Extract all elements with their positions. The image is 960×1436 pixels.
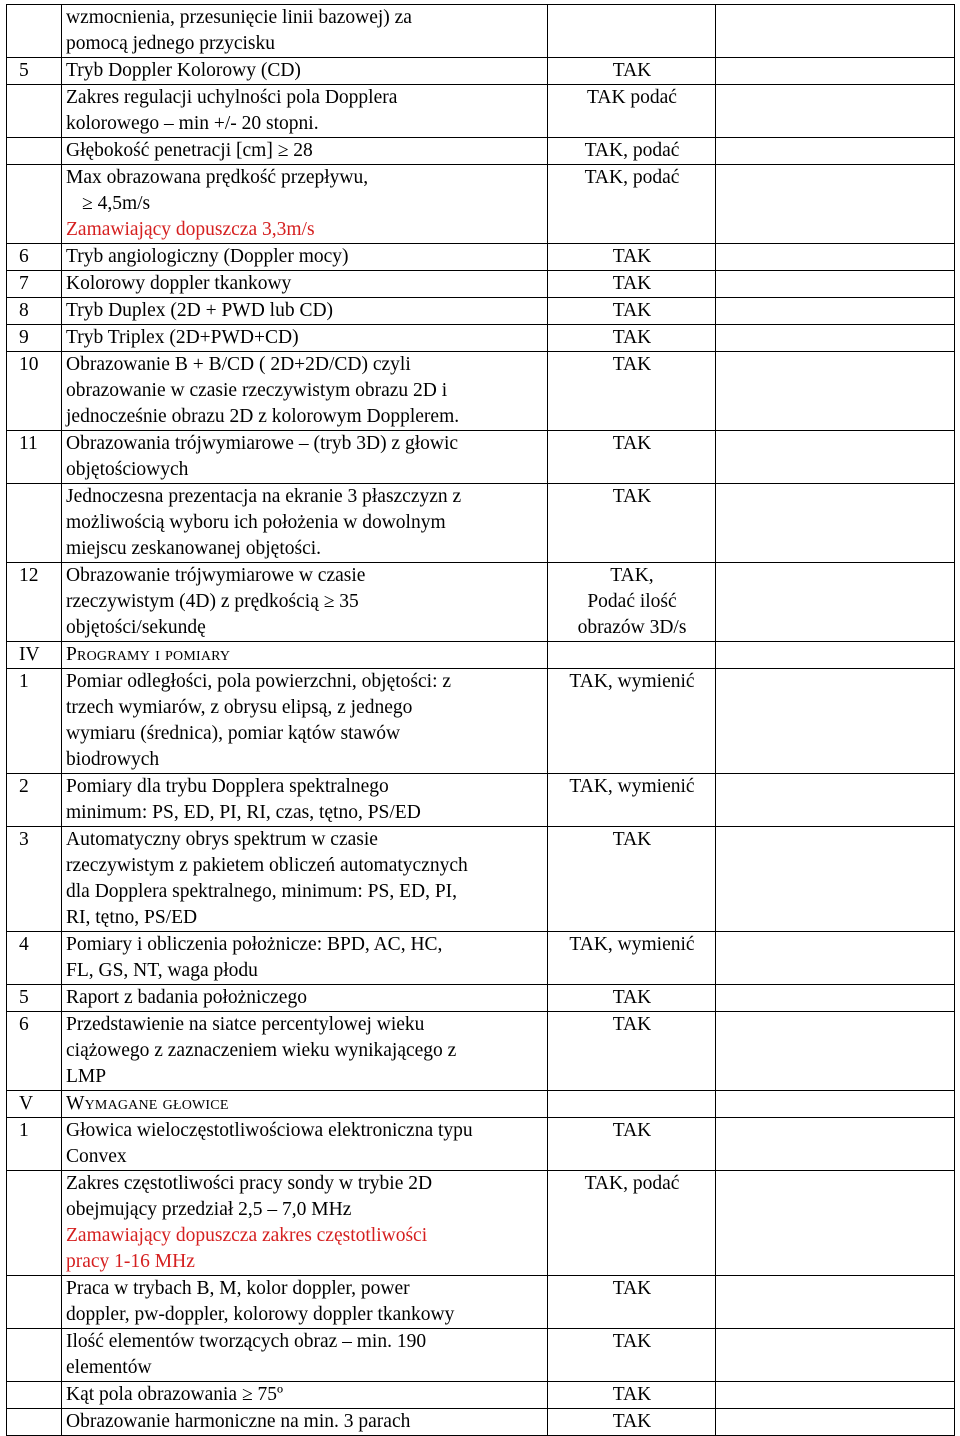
row-number: 6 (7, 1012, 62, 1091)
table-row (7, 298, 955, 325)
required-parameter (548, 932, 716, 985)
table-row (7, 58, 955, 85)
row-number: 1 (7, 669, 62, 774)
offered-parameter-cell (716, 774, 955, 827)
table-row (7, 774, 955, 827)
description-line: Tryb angiologiczny (Doppler mocy) (66, 246, 349, 267)
required-parameter (548, 1012, 716, 1091)
row-number: 5 (7, 985, 62, 1012)
offered-parameter-cell (716, 669, 955, 774)
description-line: Tryb Duplex (2D + PWD lub CD) (66, 300, 334, 321)
required-parameter (548, 5, 716, 58)
description-line: minimum: PS, ED, PI, RI, czas, tętno, PS/ED (66, 802, 421, 823)
description-line: biodrowych (66, 749, 160, 770)
section-title: Programy i pomiary (66, 644, 231, 665)
table-row (7, 1012, 955, 1091)
description-line: wzmocnienia, przesunięcie linii bazowej) za (66, 7, 412, 28)
row-description (62, 271, 548, 298)
ordering-party-note: Zamawiający dopuszcza 3,3m/s (66, 219, 315, 240)
description-line: możliwością wyboru ich położenia w dowolnym (66, 512, 446, 533)
description-line: Kolorowy doppler tkankowy (66, 273, 292, 294)
description-line: doppler, pw-doppler, kolorowy doppler tkankowy (66, 1304, 455, 1325)
description-line: Obrazowanie harmoniczne na min. 3 parach (66, 1411, 411, 1432)
offered-parameter-cell (716, 1091, 955, 1118)
row-description (62, 1329, 548, 1382)
requirement-value: TAK, wymienić (569, 934, 695, 955)
section-header-row (7, 1091, 955, 1118)
description-line: pomocą jednego przycisku (66, 33, 276, 54)
description-line: FL, GS, NT, waga płodu (66, 960, 258, 981)
table-row (7, 1171, 955, 1276)
required-parameter (548, 244, 716, 271)
description-line: Tryb Triplex (2D+PWD+CD) (66, 327, 299, 348)
row-description (62, 5, 548, 58)
description-line: Zakres częstotliwości pracy sondy w trybie 2D (66, 1173, 433, 1194)
description-line: rzeczywistym z pakietem obliczeń automatycznych (66, 855, 468, 876)
row-number: 3 (7, 827, 62, 932)
requirement-value: TAK, podać (584, 1173, 680, 1194)
description-line: obejmujący przedział 2,5 – 7,0 MHz (66, 1199, 352, 1220)
spec-table-body (7, 5, 955, 1436)
required-parameter (548, 325, 716, 352)
row-number: 11 (7, 431, 62, 484)
offered-parameter-cell (716, 932, 955, 985)
offered-parameter-cell (716, 138, 955, 165)
requirement-value: TAK (612, 1384, 652, 1405)
table-row (7, 1329, 955, 1382)
description-line: Zakres regulacji uchylności pola Dopplera (66, 87, 398, 108)
row-number: 4 (7, 932, 62, 985)
required-parameter (548, 484, 716, 563)
row-number: IV (7, 642, 62, 669)
table-row (7, 5, 955, 58)
requirement-value: TAK, podać (584, 167, 680, 188)
description-line: Pomiary i obliczenia położnicze: BPD, AC, HC, (66, 934, 443, 955)
table-row (7, 484, 955, 563)
requirement-value: TAK (612, 433, 652, 454)
row-description (62, 138, 548, 165)
row-description (62, 1171, 548, 1276)
row-number: 10 (7, 352, 62, 431)
row-number (7, 1329, 62, 1382)
description-line: Tryb Doppler Kolorowy (CD) (66, 60, 301, 81)
requirement-value: TAK, wymienić (569, 671, 695, 692)
requirement-value: Podać ilość (587, 591, 677, 612)
row-number: 5 (7, 58, 62, 85)
description-line: jednocześnie obrazu 2D z kolorowym Dopplerem. (66, 406, 460, 427)
description-line: Jednoczesna prezentacja na ekranie 3 płaszczyzn z (66, 486, 462, 507)
required-parameter (548, 1382, 716, 1409)
row-description (62, 325, 548, 352)
row-number (7, 1171, 62, 1276)
description-line: Przedstawienie na siatce percentylowej wieku (66, 1014, 425, 1035)
offered-parameter-cell (716, 271, 955, 298)
required-parameter (548, 1171, 716, 1276)
description-line: rzeczywistym (4D) z prędkością ≥ 35 (66, 591, 359, 612)
row-description (62, 985, 548, 1012)
requirement-value: TAK (612, 829, 652, 850)
required-parameter (548, 431, 716, 484)
required-parameter (548, 1091, 716, 1118)
offered-parameter-cell (716, 244, 955, 271)
table-row (7, 827, 955, 932)
description-line: elementów (66, 1357, 152, 1378)
description-line: Obrazowania trójwymiarowe – (tryb 3D) z głowic (66, 433, 459, 454)
table-row (7, 271, 955, 298)
table-row (7, 563, 955, 642)
row-description (62, 165, 548, 244)
description-line: objętościowych (66, 459, 189, 480)
table-row (7, 352, 955, 431)
row-number (7, 1409, 62, 1436)
ordering-party-note: pracy 1-16 MHz (66, 1251, 195, 1272)
row-description (62, 1012, 548, 1091)
required-parameter (548, 1118, 716, 1171)
requirement-value: TAK, (610, 565, 654, 586)
row-description (62, 642, 548, 669)
row-description (62, 774, 548, 827)
required-parameter (548, 1329, 716, 1382)
offered-parameter-cell (716, 1382, 955, 1409)
table-row (7, 431, 955, 484)
required-parameter (548, 58, 716, 85)
offered-parameter-cell (716, 642, 955, 669)
row-description (62, 484, 548, 563)
table-row (7, 1118, 955, 1171)
required-parameter (548, 827, 716, 932)
row-number: 1 (7, 1118, 62, 1171)
requirement-value: TAK, wymienić (569, 776, 695, 797)
offered-parameter-cell (716, 1329, 955, 1382)
required-parameter (548, 138, 716, 165)
row-number (7, 85, 62, 138)
requirement-value: TAK (612, 60, 652, 81)
description-line: Automatyczny obrys spektrum w czasie (66, 829, 378, 850)
row-number (7, 138, 62, 165)
requirement-value: TAK (612, 1120, 652, 1141)
description-line: Convex (66, 1146, 127, 1167)
row-number: 6 (7, 244, 62, 271)
description-line: Pomiary dla trybu Dopplera spektralnego (66, 776, 389, 797)
row-description (62, 1409, 548, 1436)
row-number: 2 (7, 774, 62, 827)
row-description (62, 58, 548, 85)
table-row (7, 1382, 955, 1409)
requirement-value: TAK (612, 486, 652, 507)
requirement-value: TAK (612, 300, 652, 321)
required-parameter (548, 563, 716, 642)
table-row (7, 669, 955, 774)
row-number: 7 (7, 271, 62, 298)
row-description (62, 1276, 548, 1329)
section-title: Wymagane głowice (66, 1093, 229, 1114)
offered-parameter-cell (716, 563, 955, 642)
offered-parameter-cell (716, 352, 955, 431)
row-description (62, 563, 548, 642)
required-parameter (548, 642, 716, 669)
description-line: Praca w trybach B, M, kolor doppler, power (66, 1278, 410, 1299)
description-line: miejscu zeskanowanej objętości. (66, 538, 322, 559)
table-row (7, 1276, 955, 1329)
requirement-value: TAK (612, 1278, 652, 1299)
description-line: wymiaru (średnica), pomiar kątów stawów (66, 723, 401, 744)
row-number: 12 (7, 563, 62, 642)
required-parameter (548, 165, 716, 244)
required-parameter (548, 298, 716, 325)
row-description (62, 352, 548, 431)
table-row (7, 932, 955, 985)
requirement-value: TAK, podać (584, 140, 680, 161)
offered-parameter-cell (716, 325, 955, 352)
offered-parameter-cell (716, 484, 955, 563)
spec-table (6, 4, 955, 1436)
row-description (62, 932, 548, 985)
row-number (7, 5, 62, 58)
description-line: obrazowanie w czasie rzeczywistym obrazu 2D i (66, 380, 448, 401)
offered-parameter-cell (716, 85, 955, 138)
row-description (62, 669, 548, 774)
description-line: Obrazowanie trójwymiarowe w czasie (66, 565, 366, 586)
required-parameter (548, 985, 716, 1012)
offered-parameter-cell (716, 58, 955, 85)
description-line: dla Dopplera spektralnego, minimum: PS, ED, PI, (66, 881, 458, 902)
required-parameter (548, 669, 716, 774)
description-line: Głębokość penetracji [cm] ≥ 28 (66, 140, 313, 161)
table-row (7, 85, 955, 138)
requirement-value: TAK (612, 1411, 652, 1432)
required-parameter (548, 1409, 716, 1436)
required-parameter (548, 85, 716, 138)
row-description (62, 244, 548, 271)
description-line: RI, tętno, PS/ED (66, 907, 198, 928)
requirement-value: TAK (612, 1331, 652, 1352)
offered-parameter-cell (716, 827, 955, 932)
requirement-value: TAK (612, 1014, 652, 1035)
row-number: V (7, 1091, 62, 1118)
row-description (62, 1382, 548, 1409)
table-row (7, 985, 955, 1012)
offered-parameter-cell (716, 1409, 955, 1436)
offered-parameter-cell (716, 431, 955, 484)
requirement-value: TAK (612, 246, 652, 267)
table-row (7, 138, 955, 165)
requirement-value: TAK (612, 273, 652, 294)
description-line: ciążowego z zaznaczeniem wieku wynikającego z (66, 1040, 457, 1061)
requirement-value: obrazów 3D/s (577, 617, 687, 638)
required-parameter (548, 774, 716, 827)
table-row (7, 165, 955, 244)
description-line: Max obrazowana prędkość przepływu, (66, 167, 369, 188)
offered-parameter-cell (716, 985, 955, 1012)
requirement-value: TAK podać (587, 87, 677, 108)
description-line: Kąt pola obrazowania ≥ 75º (66, 1384, 284, 1405)
description-line: Obrazowanie B + B/CD ( 2D+2D/CD) czyli (66, 354, 411, 375)
offered-parameter-cell (716, 1012, 955, 1091)
row-number (7, 484, 62, 563)
requirement-value: TAK (612, 987, 652, 1008)
row-number (7, 165, 62, 244)
offered-parameter-cell (716, 165, 955, 244)
offered-parameter-cell (716, 5, 955, 58)
offered-parameter-cell (716, 1171, 955, 1276)
row-description (62, 1118, 548, 1171)
description-line: kolorowego – min +/- 20 stopni. (66, 113, 319, 134)
description-line: ≥ 4,5m/s (82, 193, 151, 214)
description-line: LMP (66, 1066, 107, 1087)
row-number (7, 1276, 62, 1329)
requirement-value: TAK (612, 327, 652, 348)
description-line: Raport z badania położniczego (66, 987, 307, 1008)
table-row (7, 244, 955, 271)
description-line: Głowica wieloczęstotliwościowa elektroniczna typu (66, 1120, 473, 1141)
required-parameter (548, 1276, 716, 1329)
description-line: Ilość elementów tworzących obraz – min. 190 (66, 1331, 427, 1352)
description-line: trzech wymiarów, z obrysu elipsą, z jednego (66, 697, 413, 718)
row-number (7, 1382, 62, 1409)
row-description (62, 827, 548, 932)
table-row (7, 1409, 955, 1436)
description-line: objętości/sekundę (66, 617, 206, 638)
offered-parameter-cell (716, 1118, 955, 1171)
required-parameter (548, 352, 716, 431)
row-description (62, 85, 548, 138)
offered-parameter-cell (716, 298, 955, 325)
table-row (7, 325, 955, 352)
row-description (62, 431, 548, 484)
description-line: Pomiar odległości, pola powierzchni, objętości: z (66, 671, 452, 692)
offered-parameter-cell (716, 1276, 955, 1329)
row-description (62, 298, 548, 325)
section-header-row (7, 642, 955, 669)
row-number: 9 (7, 325, 62, 352)
ordering-party-note: Zamawiający dopuszcza zakres częstotliwości (66, 1225, 428, 1246)
requirement-value: TAK (612, 354, 652, 375)
row-number: 8 (7, 298, 62, 325)
required-parameter (548, 271, 716, 298)
row-description (62, 1091, 548, 1118)
